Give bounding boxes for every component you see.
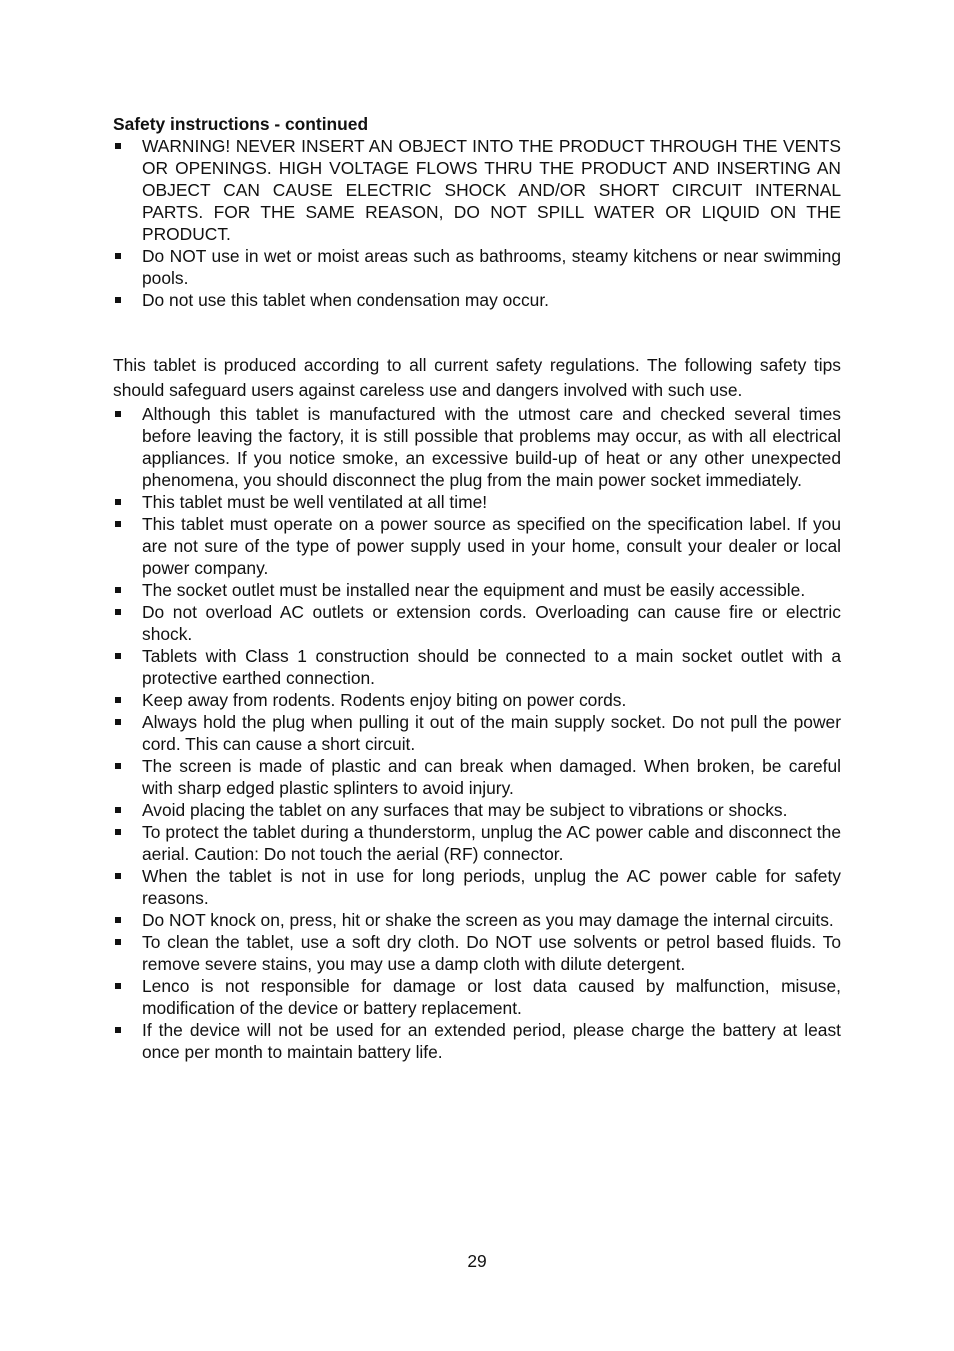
square-bullet-icon — [115, 499, 121, 505]
list-item — [113, 135, 841, 245]
list-item-text: Lenco is not responsible for damage or lost data caused by malfunction, misuse, modification of the device or battery replacement. — [142, 976, 841, 1018]
square-bullet-icon — [115, 763, 121, 769]
document-page — [113, 113, 841, 1063]
list-item-text: This tablet must operate on a power source as specified on the specification label. If you are not sure of the type of power supply used in your home, consult your dealer or local power company. — [142, 514, 841, 578]
warning-list — [113, 135, 841, 311]
square-bullet-icon — [115, 521, 121, 527]
square-bullet-icon — [115, 829, 121, 835]
list-item-text: If the device will not be used for an extended period, please charge the battery at least once per month to maintain battery life. — [142, 1020, 841, 1062]
list-item — [113, 799, 841, 821]
list-item — [113, 645, 841, 689]
square-bullet-icon — [115, 917, 121, 923]
square-bullet-icon — [115, 253, 121, 259]
list-item-text: Do not overload AC outlets or extension cords. Overloading can cause fire or electric shock. — [142, 602, 841, 644]
square-bullet-icon — [115, 609, 121, 615]
square-bullet-icon — [115, 983, 121, 989]
list-item — [113, 975, 841, 1019]
square-bullet-icon — [115, 587, 121, 593]
list-item-text: Always hold the plug when pulling it out of the main supply socket. Do not pull the power cord. This can cause a short circuit. — [142, 712, 841, 754]
list-item-text: When the tablet is not in use for long periods, unplug the AC power cable for safety reasons. — [142, 866, 841, 908]
list-item — [113, 601, 841, 645]
list-item — [113, 403, 841, 491]
list-item — [113, 245, 841, 289]
safety-tips-list — [113, 403, 841, 1063]
list-item — [113, 711, 841, 755]
list-item — [113, 491, 841, 513]
list-item-text: This tablet must be well ventilated at all time! — [142, 492, 488, 512]
square-bullet-icon — [115, 411, 121, 417]
section-heading: Safety instructions - continued — [113, 114, 369, 134]
list-item-text: Do not use this tablet when condensation may occur. — [142, 290, 549, 310]
square-bullet-icon — [115, 939, 121, 945]
list-item — [113, 579, 841, 601]
square-bullet-icon — [115, 719, 121, 725]
list-item — [113, 821, 841, 865]
square-bullet-icon — [115, 873, 121, 879]
square-bullet-icon — [115, 143, 121, 149]
list-item-text: Do NOT use in wet or moist areas such as bathrooms, steamy kitchens or near swimming pools. — [142, 246, 841, 288]
list-item — [113, 1019, 841, 1063]
square-bullet-icon — [115, 697, 121, 703]
list-item — [113, 755, 841, 799]
list-item-text: WARNING! NEVER INSERT AN OBJECT INTO THE PRODUCT THROUGH THE VENTS OR OPENINGS. HIGH VOLTAGE FLOWS THRU THE PRODUCT AND INSERTING AN OBJECT CAN CAUSE ELECTRIC SHOCK AND/OR SHORT CIRCUIT INTERNAL PARTS. FOR THE SAME REASON, DO NOT SPILL WATER OR LIQUID ON THE PRODUCT. — [142, 136, 841, 244]
list-item-text: To clean the tablet, use a soft dry cloth. Do NOT use solvents or petrol based fluids. To remove severe stains, you may use a damp cloth with dilute detergent. — [142, 932, 841, 974]
list-item-text: To protect the tablet during a thunderstorm, unplug the AC power cable and disconnect the aerial. Caution: Do not touch the aerial (RF) connector. — [142, 822, 841, 864]
square-bullet-icon — [115, 807, 121, 813]
square-bullet-icon — [115, 1027, 121, 1033]
list-item — [113, 289, 841, 311]
square-bullet-icon — [115, 297, 121, 303]
list-item-text: The screen is made of plastic and can break when damaged. When broken, be careful with sharp edged plastic splinters to avoid injury. — [142, 756, 841, 798]
list-item — [113, 865, 841, 909]
list-item — [113, 931, 841, 975]
list-item-text: The socket outlet must be installed near the equipment and must be easily accessible. — [142, 580, 806, 600]
list-item — [113, 513, 841, 579]
square-bullet-icon — [115, 653, 121, 659]
intro-paragraph: This tablet is produced according to all current safety regulations. The following safety tips should safeguard users against careless use and dangers involved with such use. — [113, 355, 841, 400]
list-item-text: Tablets with Class 1 construction should be connected to a main socket outlet with a protective earthed connection. — [142, 646, 841, 688]
list-item-text: Although this tablet is manufactured with the utmost care and checked several times before leaving the factory, it is still possible that problems may occur, as with all electrical appliances. If you notice smoke, an excessive build-up of heat or any other unexpected phenomena, you should disconnect the plug from the main power socket immediately. — [142, 404, 841, 490]
list-item-text: Avoid placing the tablet on any surfaces that may be subject to vibrations or shocks. — [142, 800, 788, 820]
list-item — [113, 689, 841, 711]
list-item — [113, 909, 841, 931]
list-item-text: Keep away from rodents. Rodents enjoy biting on power cords. — [142, 690, 627, 710]
list-item-text: Do NOT knock on, press, hit or shake the screen as you may damage the internal circuits. — [142, 910, 834, 930]
page-number: 29 — [467, 1251, 487, 1271]
